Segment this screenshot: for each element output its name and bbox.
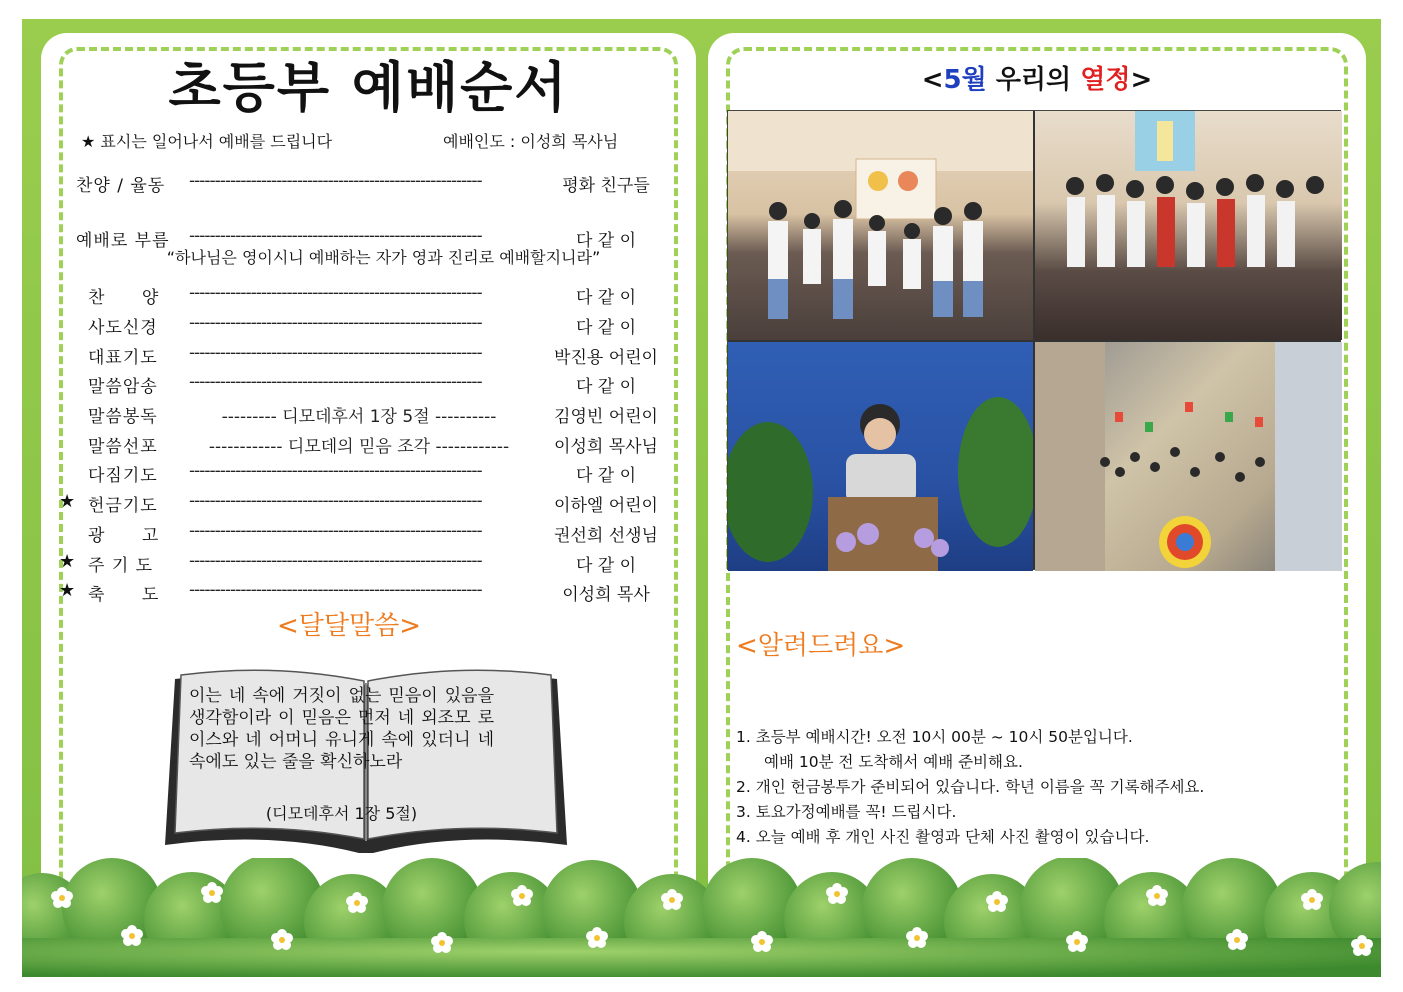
order-item-label: 찬 양 xyxy=(88,288,175,308)
notice-item: 예배 10분 전 도착해서 예배 준비해요. xyxy=(764,753,1023,771)
monthly-word-title: <달달말씀> xyxy=(277,611,422,641)
order-row xyxy=(41,283,696,307)
dash-leader: --------------------------------------------------------- xyxy=(189,171,482,191)
dash-leader: --------------------------------------------------------- xyxy=(189,461,482,481)
order-item-person: 다 같 이 xyxy=(575,377,637,397)
photo-group xyxy=(1035,111,1342,340)
order-item-scripture: --------- 디모데후서 1장 5절 ---------- xyxy=(221,407,497,427)
monthly-word-reference: (디모데후서 1장 5절) xyxy=(265,804,418,823)
order-item-person: 다 같 이 xyxy=(575,466,637,486)
dash-leader: --------------------------------------------------------- xyxy=(189,313,482,333)
foliage-decoration xyxy=(22,858,1381,977)
dash-leader: --------------------------------------------------------- xyxy=(189,372,482,392)
order-item-label: 말씀봉독 xyxy=(88,407,158,427)
order-item-label: 말씀암송 xyxy=(88,377,158,397)
order-item-person: 이성희 목사님 xyxy=(554,437,658,457)
worship-order-panel xyxy=(41,33,696,953)
news-panel xyxy=(708,33,1366,953)
order-item-label: 주 기 도 xyxy=(88,556,154,576)
order-item-label: 헌금기도 xyxy=(88,496,158,516)
monthly-word-text: 이는 네 속에 거짓이 없는 믿음이 있음을 생각함이라 이 믿음은 먼저 네 외조모 로이스와 네 어머니 유니게 속에 있더니 네 속에도 있는 줄을 확신하노라 xyxy=(189,686,494,772)
notice-item: 1. 초등부 예배시간! 오전 10시 00분 ~ 10시 50분입니다. xyxy=(736,728,1133,746)
dash-leader: --------------------------------------------------------- xyxy=(189,343,482,363)
order-item-label: 말씀선포 xyxy=(88,437,158,457)
standing-note: ★ 표시는 일어나서 예배를 드립니다 xyxy=(81,132,333,151)
worship-leader: 예배인도 : 이성희 목사님 xyxy=(443,132,619,151)
order-row xyxy=(41,171,696,195)
call-verse: “하나님은 영이시니 예배하는 자가 영과 진리로 예배할지니라” xyxy=(166,248,601,267)
order-row xyxy=(41,313,696,337)
order-item-label: 찬양 / 율동 xyxy=(76,176,166,196)
order-item-person: 다 같 이 xyxy=(575,318,637,338)
notice-item: 3. 토요가정예배를 꼭! 드립시다. xyxy=(736,803,957,821)
order-item-label: 광 고 xyxy=(88,526,175,546)
photo-section-title: <5월 우리의 열정> xyxy=(921,65,1153,95)
order-row xyxy=(41,580,696,604)
order-row xyxy=(41,372,696,396)
photo-grid xyxy=(727,110,1341,570)
order-item-scripture: ------------ 디모데의 믿음 조각 ------------ xyxy=(208,437,510,457)
notice-title: <알려드려요> xyxy=(736,631,906,661)
photo-reading xyxy=(728,342,1033,571)
order-item-person: 이하엘 어린이 xyxy=(554,496,658,516)
photo-worship-dance xyxy=(728,111,1033,340)
dash-leader: --------------------------------------------------------- xyxy=(189,521,482,541)
notice-item: 4. 오늘 예배 후 개인 사진 촬영과 단체 사진 촬영이 있습니다. xyxy=(736,828,1150,846)
order-item-person: 평화 친구들 xyxy=(562,176,650,196)
standing-star-icon: ★ xyxy=(59,491,76,512)
dash-leader: --------------------------------------------------------- xyxy=(189,551,482,571)
notice-item: 2. 개인 헌금봉투가 준비되어 있습니다. 학년 이름을 꼭 기록해주세요. xyxy=(736,778,1205,796)
order-item-label: 축 도 xyxy=(88,585,175,605)
order-item-person: 김영빈 어린이 xyxy=(554,407,658,427)
order-row xyxy=(41,521,696,545)
order-item-person: 다 같 이 xyxy=(575,556,637,576)
order-item-label: 사도신경 xyxy=(88,318,158,338)
order-item-person: 다 같 이 xyxy=(575,288,637,308)
standing-star-icon: ★ xyxy=(59,580,76,601)
order-row xyxy=(41,551,696,575)
page-title: 초등부 예배순서 xyxy=(168,56,569,119)
dash-leader: --------------------------------------------------------- xyxy=(189,580,482,600)
order-item-person: 이성희 목사 xyxy=(562,585,650,605)
order-row xyxy=(41,402,696,426)
order-row xyxy=(41,343,696,367)
standing-star-icon: ★ xyxy=(59,551,76,572)
order-row xyxy=(41,432,696,456)
order-item-label: 예배로 부름 xyxy=(76,231,170,251)
order-row xyxy=(41,461,696,485)
dash-leader: --------------------------------------------------------- xyxy=(189,283,482,303)
notice-list xyxy=(736,725,1336,850)
order-item-person: 권선희 선생님 xyxy=(554,526,658,546)
order-item-person: 다 같 이 xyxy=(575,231,637,251)
order-item-person: 박진용 어린이 xyxy=(554,348,658,368)
order-item-label: 대표기도 xyxy=(88,348,158,368)
order-row xyxy=(41,491,696,515)
dash-leader: --------------------------------------------------------- xyxy=(189,491,482,511)
dash-leader: --------------------------------------------------------- xyxy=(189,226,482,246)
order-item-label: 다짐기도 xyxy=(88,466,158,486)
photo-outdoor-games xyxy=(1035,342,1342,571)
